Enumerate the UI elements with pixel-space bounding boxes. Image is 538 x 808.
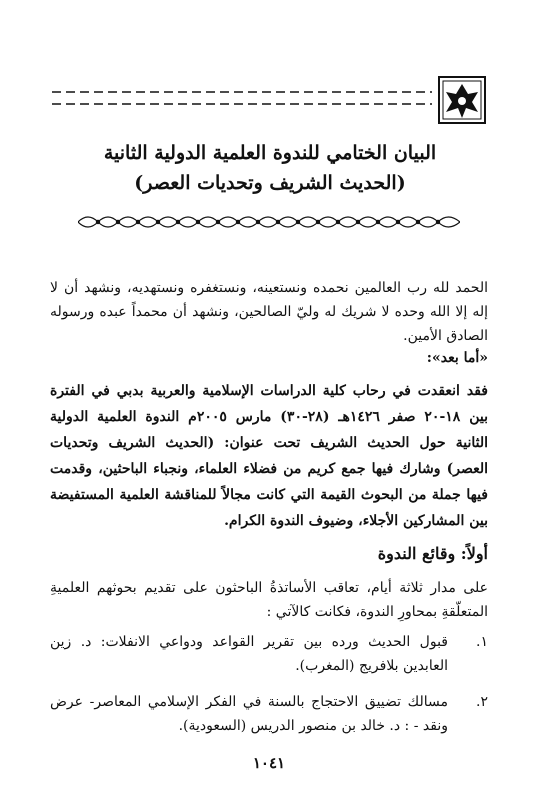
page-number: ١٠٤١ bbox=[252, 754, 286, 772]
section-heading: أولاً: وقائع الندوة bbox=[377, 544, 488, 563]
opening-paragraph: الحمد لله رب العالمين نحمده ونستعينه، ونستغفره ونستهديه، ونشهد أن لا إله إلا الله وحده لا شريك له وليّ الصالحين، ونشهد أن محمداً عبده ورسوله الصادق الأمين. bbox=[50, 280, 488, 344]
list-item-text: قبول الحديث ورده بين تقرير القواعد ودواعي الانفلات: د. زين العابدين بلافريج (المغرب). bbox=[50, 634, 448, 674]
document-title: البيان الختامي للندوة العلمية الدولية الثانية bbox=[103, 142, 437, 164]
list-item-number: ١. bbox=[476, 634, 488, 650]
document-subtitle: (الحديث الشريف وتحديات العصر) bbox=[134, 172, 406, 194]
ornamental-emblem-icon bbox=[438, 76, 486, 124]
header-dashed-rule bbox=[52, 86, 432, 110]
list-item-text: مسالك تضييق الاحتجاج بالسنة في الفكر الإسلامي المعاصر- عرض ونقد - : د. خالد بن منصور الدريس (السعودية). bbox=[50, 694, 448, 734]
proceedings-paragraph: على مدار ثلاثة أيام، تعاقب الأساتذةُ الباحثون على تقديم بحوثهم العلميةِ المتعلّقةِ بمحاورِ الندوة، فكانت كالآتي : bbox=[50, 580, 488, 620]
floral-divider-icon bbox=[78, 212, 460, 232]
list-item bbox=[50, 690, 488, 738]
list-item bbox=[50, 630, 488, 678]
amma-baad-label: «أما بعد»: bbox=[426, 350, 488, 366]
conference-paragraph: فقد انعقدت في رحاب كلية الدراسات الإسلامية والعربية بدبي في الفترة بين ١٨-٢٠ صفر ١٤٢٦هـ (٢٨-٣٠) مارس ٢٠٠٥م الندوة العلمية الدولية الثانية حول الحديث الشريف تحت عنوان: (الحديث الشريف وتحديات العصر) وشارك فيها جمع كريم من فضلاء العلماء، ونجباء الباحثين، وقدمت فيها جملة من البحوث القيمة التي كانت مجالاً للمناقشة العلمية المستفيضة بين المشاركين الأجلاء، وضيوف الندوة الكرام. bbox=[50, 383, 488, 529]
list-item-number: ٢. bbox=[476, 694, 488, 710]
